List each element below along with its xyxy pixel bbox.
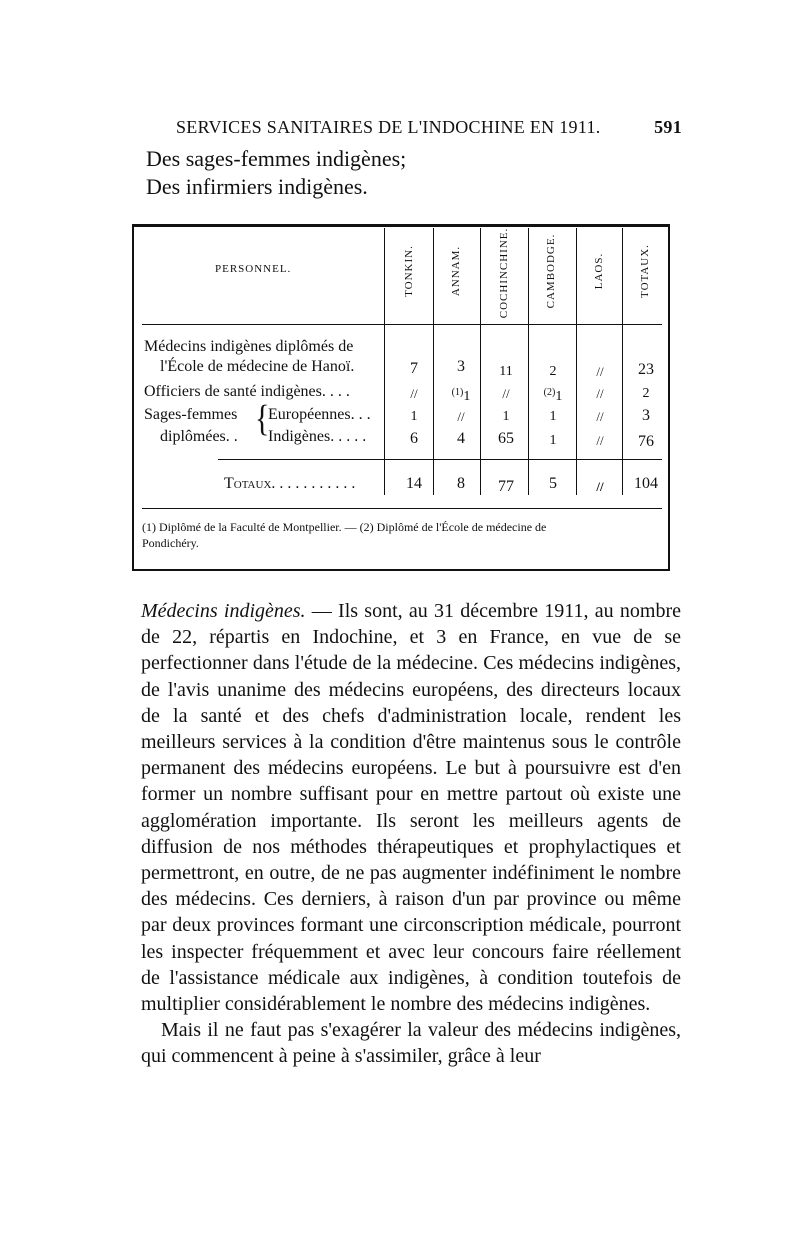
- cell-officiers-cambodge: [533, 383, 573, 407]
- cell-medecins-tonkin: 7: [410, 360, 418, 377]
- group-label-diplomees: diplômées. .: [160, 428, 238, 445]
- table-top-double-rule: [132, 226, 670, 229]
- paragraph-lead: Médecins indigènes.: [141, 600, 306, 622]
- cell-medecins-cochinchine: 11: [499, 364, 513, 379]
- group-label-sages-femmes: Sages-femmes: [144, 406, 238, 423]
- paragraph-2: Mais il ne faut pas s'exagérer la valeur des médecins indigènes, qui commencent à peine à s'assimiler, grâce à leur: [141, 1019, 681, 1068]
- cell-indigenes-cochinchine: 65: [498, 430, 514, 447]
- table-column-divider: [384, 228, 385, 495]
- footnote-mark-2: (2): [543, 387, 556, 398]
- table-column-divider: [622, 228, 623, 495]
- cell-medecins-laos: //: [596, 364, 604, 379]
- row-label-medecins-line1: Médecins indigènes diplômés de: [144, 338, 354, 355]
- intro-line-2: Des infirmiers indigènes.: [146, 174, 368, 199]
- body-text: [141, 598, 681, 1070]
- cell-indigenes-totaux: 76: [638, 433, 654, 450]
- cell-europeennes-cambodge: 1: [549, 409, 557, 424]
- total-cambodge: 5: [549, 475, 557, 492]
- cell-europeennes-laos: //: [596, 409, 604, 424]
- intro-line-1: Des sages-femmes indigènes;: [146, 146, 407, 171]
- total-tonkin: 14: [406, 475, 422, 492]
- column-header-tonkin: TONKIN.: [403, 245, 415, 297]
- brace-icon: {: [255, 397, 270, 439]
- column-header-totaux: TOTAUX.: [639, 244, 651, 298]
- cell-medecins-totaux: 23: [638, 361, 654, 378]
- table-column-divider: [528, 228, 529, 495]
- column-header-cochinchine: COCHINCHINE.: [498, 227, 510, 319]
- personnel-column-header: PERSONNEL.: [215, 263, 292, 275]
- table-header-rule: [142, 324, 662, 325]
- cell-europeennes-tonkin: 1: [410, 409, 418, 424]
- table-column-divider: [576, 228, 577, 495]
- table-footnote-line2: Pondichéry.: [142, 536, 199, 550]
- cell-europeennes-annam: //: [457, 409, 465, 424]
- table-footnote-line1: (1) Diplômé de la Faculté de Montpellier. — (2) Diplômé de l'École de médecine de: [142, 520, 547, 534]
- total-laos: //: [596, 479, 604, 494]
- cell-europeennes-cochinchine: 1: [502, 409, 510, 424]
- cell-indigenes-annam: 4: [457, 430, 465, 447]
- row-label-officiers: Officiers de santé indigènes. . . .: [144, 383, 350, 400]
- cell-indigenes-tonkin: 6: [410, 430, 418, 447]
- cell-medecins-cambodge: 2: [549, 364, 557, 379]
- cell-officiers-annam-value: 1: [463, 389, 471, 404]
- running-head: [132, 117, 682, 143]
- total-totaux: 104: [634, 475, 658, 492]
- cell-officiers-cambodge-value: 1: [555, 389, 563, 404]
- cell-officiers-annam: [441, 383, 481, 407]
- paragraph-1-text: — Ils sont, au 31 décembre 1911, au nombre de 22, répartis en Indochine, et 3 en France, en vue de se perfectionner dans l'étude de la médecine. Ces médecins indigènes, de l'avis unanime des médecins européens, des directeurs locaux de la santé et des chefs d'administration locale, rendent les meilleurs services à la condition d'être maintenus sous le contrôle permanent des médecins européens. Le but à poursuivre est d'en former un nombre suffisant pour en mettre partout où existe une agglomération importante. Ils seront les meilleurs agents de diffusion de nos méthodes thérapeutiques et prophylactiques et permettront, en outre, de ne pas augmenter indéfiniment le nombre des médecins. Ces derniers, à raison d'un par province ou même par deux provinces formant une circonscription médicale, pourront les inspecter fréquemment et avec leur concours faire réellement de l'assistance médicale aux indigènes, à condition toutefois de multiplier considérablement le nombre des médecins indigènes.: [141, 600, 682, 1016]
- row-label-medecins-line2: l'École de médecine de Hanoï.: [160, 358, 355, 375]
- totals-label: Totaux. . . . . . . . . . .: [224, 475, 356, 492]
- cell-officiers-cochinchine: //: [502, 386, 510, 401]
- total-cochinchine: 77: [498, 478, 514, 495]
- cell-officiers-totaux: 2: [642, 386, 650, 401]
- cell-indigenes-cambodge: 1: [549, 433, 557, 448]
- column-header-annam: ANNAM.: [450, 245, 462, 297]
- footnote-mark-1: (1): [451, 387, 464, 398]
- page-number: 591: [654, 117, 682, 137]
- column-header-cambodge: CAMBODGE.: [545, 233, 557, 309]
- column-header-laos: LAOS.: [593, 252, 605, 290]
- cell-officiers-tonkin: //: [410, 386, 418, 401]
- cell-europeennes-totaux: 3: [642, 407, 650, 424]
- paragraph-1: [141, 598, 681, 1017]
- table-footnote-rule: [142, 508, 662, 509]
- running-title: SERVICES SANITAIRES DE L'INDOCHINE EN 1911.: [176, 117, 601, 137]
- cell-officiers-laos: //: [596, 386, 604, 401]
- row-label-indigenes: Indigènes. . . . .: [268, 428, 367, 445]
- cell-medecins-annam: 3: [457, 358, 465, 375]
- row-label-europeennes: Européennes. . .: [268, 406, 371, 423]
- total-annam: 8: [457, 475, 465, 492]
- cell-indigenes-laos: //: [596, 433, 604, 448]
- table-subtotal-rule: [218, 459, 662, 460]
